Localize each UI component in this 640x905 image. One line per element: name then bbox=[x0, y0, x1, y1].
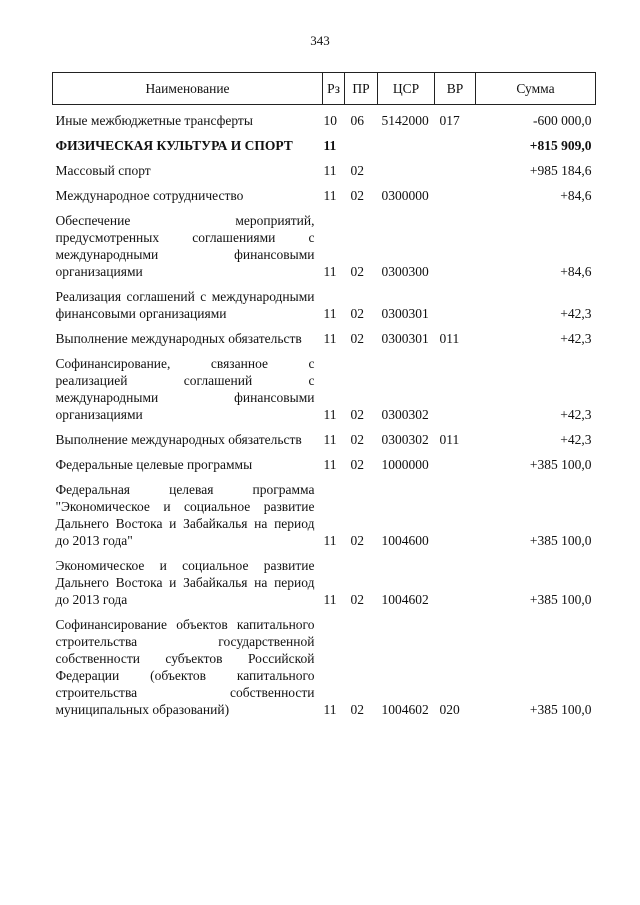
cell-csr: 0300300 bbox=[381, 264, 429, 279]
cell-sum: +385 100,0 bbox=[529, 533, 592, 548]
cell-csr: 0300302 bbox=[381, 407, 429, 422]
cell-pr bbox=[345, 134, 378, 159]
cell-sum: +84,6 bbox=[560, 264, 592, 279]
cell-vr bbox=[435, 352, 476, 428]
table-row bbox=[53, 159, 596, 184]
cell-vr bbox=[435, 209, 476, 285]
cell-csr: 1000000 bbox=[381, 457, 429, 472]
cell-csr: 1004602 bbox=[381, 702, 429, 717]
cell-csr bbox=[378, 134, 435, 159]
cell-csr: 5142000 bbox=[381, 113, 429, 128]
cell-sum: +815 909,0 bbox=[529, 138, 592, 153]
page-number: 343 bbox=[310, 33, 330, 48]
cell-name: Софинансирование, связанное с реализацией соглашений с международными финансовыми организациями bbox=[55, 356, 315, 422]
cell-rz: 11 bbox=[323, 138, 337, 153]
cell-csr: 1004600 bbox=[381, 533, 429, 548]
cell-name: Обеспечение мероприятий, предусмотренных соглашениями с международными финансовыми организациями bbox=[55, 213, 315, 279]
cell-sum: -600 000,0 bbox=[533, 113, 592, 128]
cell-name: Реализация соглашений с международными финансовыми организациями bbox=[55, 289, 315, 321]
header-csr: ЦСР bbox=[378, 73, 435, 105]
cell-rz: 11 bbox=[323, 331, 337, 346]
cell-name: Международное сотрудничество bbox=[55, 188, 244, 203]
table-row bbox=[53, 285, 596, 327]
cell-vr bbox=[435, 134, 476, 159]
cell-pr: 02 bbox=[350, 163, 364, 178]
cell-pr: 02 bbox=[350, 533, 364, 548]
cell-vr bbox=[435, 453, 476, 478]
cell-sum: +385 100,0 bbox=[529, 457, 592, 472]
cell-pr: 02 bbox=[350, 331, 364, 346]
table-row bbox=[53, 134, 596, 159]
cell-sum: +985 184,6 bbox=[529, 163, 592, 178]
cell-name: Софинансирование объектов капитального строительства государственной собственности субъектов Российской Федерации (объектов капитального строительства собственности муниципальных образований) bbox=[55, 617, 315, 717]
cell-vr bbox=[435, 285, 476, 327]
cell-csr: 0300000 bbox=[381, 188, 429, 203]
cell-rz: 11 bbox=[323, 163, 337, 178]
header-sum: Сумма bbox=[476, 73, 596, 105]
cell-name: Федеральные целевые программы bbox=[55, 457, 253, 472]
header-rz: Рз bbox=[323, 73, 345, 105]
cell-sum: +385 100,0 bbox=[529, 592, 592, 607]
table-row bbox=[53, 184, 596, 209]
cell-sum: +42,3 bbox=[560, 306, 592, 321]
cell-sum: +42,3 bbox=[560, 331, 592, 346]
budget-table bbox=[52, 72, 596, 723]
cell-rz: 11 bbox=[323, 407, 337, 422]
cell-csr: 0300302 bbox=[381, 432, 429, 447]
cell-sum: +42,3 bbox=[560, 432, 592, 447]
cell-rz: 11 bbox=[323, 533, 337, 548]
table-header bbox=[53, 73, 596, 105]
cell-name: Массовый спорт bbox=[55, 163, 151, 178]
table-row bbox=[53, 453, 596, 478]
cell-rz: 11 bbox=[323, 306, 337, 321]
cell-pr: 02 bbox=[350, 264, 364, 279]
cell-vr: 020 bbox=[439, 702, 460, 717]
cell-sum: +42,3 bbox=[560, 407, 592, 422]
cell-rz: 11 bbox=[323, 457, 337, 472]
cell-rz: 11 bbox=[323, 702, 337, 717]
table-row bbox=[53, 209, 596, 285]
cell-name: Иные межбюджетные трансферты bbox=[55, 113, 253, 128]
cell-pr: 02 bbox=[350, 306, 364, 321]
table-row bbox=[53, 327, 596, 352]
cell-name: Федеральная целевая программа "Экономическое и социальное развитие Дальнего Востока и Забайкалья на период до 2013 года" bbox=[55, 482, 315, 548]
cell-rz: 11 bbox=[323, 188, 337, 203]
cell-csr: 1004602 bbox=[381, 592, 429, 607]
cell-rz: 11 bbox=[323, 592, 337, 607]
table-body bbox=[53, 105, 596, 724]
cell-pr: 06 bbox=[350, 113, 364, 128]
table-row bbox=[53, 613, 596, 723]
cell-pr: 02 bbox=[350, 188, 364, 203]
cell-pr: 02 bbox=[350, 407, 364, 422]
cell-pr: 02 bbox=[350, 432, 364, 447]
cell-sum: +84,6 bbox=[560, 188, 592, 203]
cell-name: ФИЗИЧЕСКАЯ КУЛЬТУРА И СПОРТ bbox=[55, 138, 293, 153]
cell-pr: 02 bbox=[350, 702, 364, 717]
cell-rz: 11 bbox=[323, 264, 337, 279]
cell-pr: 02 bbox=[350, 457, 364, 472]
cell-name: Выполнение международных обязательств bbox=[55, 432, 302, 447]
cell-rz: 10 bbox=[323, 113, 337, 128]
table-row bbox=[53, 554, 596, 613]
cell-csr: 0300301 bbox=[381, 331, 429, 346]
table-row bbox=[53, 352, 596, 428]
cell-name: Выполнение международных обязательств bbox=[55, 331, 302, 346]
header-name: Наименование bbox=[53, 73, 323, 105]
cell-csr bbox=[378, 159, 435, 184]
header-vr: ВР bbox=[435, 73, 476, 105]
cell-vr bbox=[435, 159, 476, 184]
table-row bbox=[53, 428, 596, 453]
cell-vr bbox=[435, 554, 476, 613]
cell-vr bbox=[435, 478, 476, 554]
cell-vr bbox=[435, 184, 476, 209]
table-row bbox=[53, 478, 596, 554]
table-row bbox=[53, 105, 596, 135]
header-pr: ПР bbox=[345, 73, 378, 105]
cell-rz: 11 bbox=[323, 432, 337, 447]
cell-vr: 011 bbox=[439, 331, 460, 346]
cell-vr: 017 bbox=[439, 113, 460, 128]
cell-name: Экономическое и социальное развитие Дальнего Востока и Забайкалья на период до 2013 года bbox=[55, 558, 315, 607]
cell-sum: +385 100,0 bbox=[529, 702, 592, 717]
cell-csr: 0300301 bbox=[381, 306, 429, 321]
cell-vr: 011 bbox=[439, 432, 460, 447]
cell-pr: 02 bbox=[350, 592, 364, 607]
